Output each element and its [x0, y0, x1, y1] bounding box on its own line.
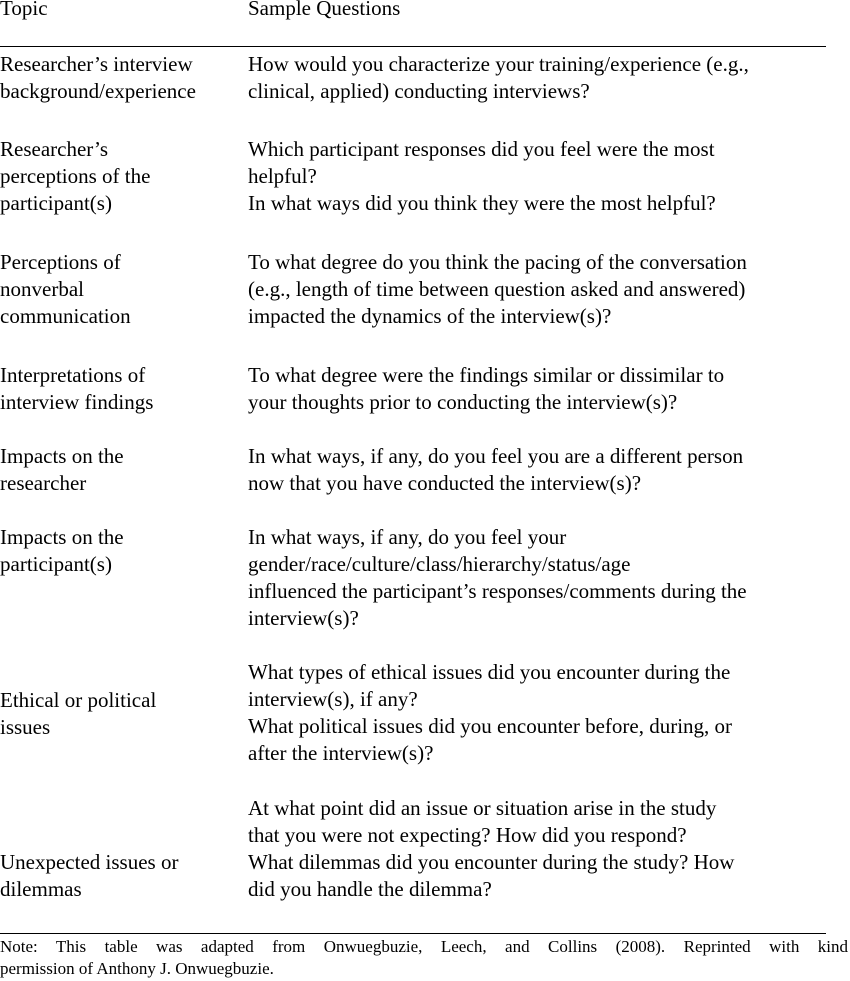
question-line: interview(s)? [248, 606, 359, 630]
topic-line: nonverbal [0, 277, 84, 301]
table-row-1-topic [0, 51, 240, 105]
question-line: (e.g., length of time between question asked and answered) [248, 277, 746, 301]
table-row-3-questions [248, 249, 828, 330]
question-line: influenced the participant’s responses/comments during the [248, 579, 747, 603]
topic-line: Interpretations of [0, 363, 146, 387]
question-line: interview(s), if any? [248, 687, 418, 711]
table-row-7-questions [248, 659, 828, 767]
topic-line: perceptions of the [0, 164, 151, 188]
question-line: In what ways, if any, do you feel you are a different person [248, 444, 744, 468]
question-line: did you handle the dilemma? [248, 877, 492, 901]
question-line: To what degree do you think the pacing of the conversation [248, 250, 747, 274]
table-top-rule [0, 46, 826, 47]
question-line: impacted the dynamics of the interview(s)? [248, 304, 612, 328]
table-row-8-questions [248, 795, 828, 903]
question-line: What types of ethical issues did you encounter during the [248, 660, 731, 684]
topic-line: background/experience [0, 79, 196, 103]
question-line: that you were not expecting? How did you respond? [248, 823, 687, 847]
question-line: To what degree were the findings similar or dissimilar to [248, 363, 725, 387]
table-row-4-topic [0, 362, 240, 416]
question-line: In what ways, if any, do you feel your [248, 525, 567, 549]
table-row-2-questions [248, 136, 828, 217]
topic-line: Ethical or political [0, 688, 157, 712]
table-row-1-questions [248, 51, 828, 105]
topic-line: Researcher’s [0, 137, 109, 161]
table-row-6-topic [0, 524, 240, 578]
topic-line: Impacts on the [0, 525, 124, 549]
topic-line: issues [0, 715, 51, 739]
table-row-3-topic [0, 249, 240, 330]
topic-line: Impacts on the [0, 444, 124, 468]
question-line: your thoughts prior to conducting the interview(s)? [248, 390, 678, 414]
question-line: Which participant responses did you feel were the most [248, 137, 715, 161]
table-row-7-topic [0, 687, 240, 741]
table-row-6-questions [248, 524, 828, 632]
question-line: At what point did an issue or situation arise in the study [248, 796, 717, 820]
question-line: after the interview(s)? [248, 741, 434, 765]
table-row-8-topic [0, 849, 240, 903]
topic-line: Unexpected issues or [0, 850, 179, 874]
topic-line: communication [0, 304, 131, 328]
topic-line: researcher [0, 471, 87, 495]
question-line: helpful? [248, 164, 317, 188]
question-line: What political issues did you encounter before, during, or [248, 714, 733, 738]
table-bottom-rule [0, 933, 826, 934]
note-line-2: permission of Anthony J. Onwuegbuzie. [0, 959, 274, 978]
table-row-5-topic [0, 443, 240, 497]
question-line: In what ways did you think they were the most helpful? [248, 191, 716, 215]
question-line: How would you characterize your training/experience (e.g., [248, 52, 749, 76]
question-line: now that you have conducted the interview(s)? [248, 471, 642, 495]
topic-line: Researcher’s interview [0, 52, 193, 76]
note-line-1: Note: This table was adapted from Onwuegbuzie, Leech, and Collins (2008). Reprinted with kind [0, 937, 848, 956]
question-line: gender/race/culture/class/hierarchy/status/age [248, 552, 631, 576]
question-line: clinical, applied) conducting interviews? [248, 79, 590, 103]
topic-line: dilemmas [0, 877, 82, 901]
topic-line: interview findings [0, 390, 154, 414]
column-header-sample-questions: Sample Questions [248, 0, 401, 20]
column-header-topic: Topic [0, 0, 48, 20]
topic-line: participant(s) [0, 552, 112, 576]
topic-line: Perceptions of [0, 250, 121, 274]
table-row-2-topic [0, 136, 240, 217]
table-row-5-questions [248, 443, 828, 497]
question-line: What dilemmas did you encounter during the study? How [248, 850, 735, 874]
table-note [0, 936, 848, 980]
topic-line: participant(s) [0, 191, 112, 215]
table-row-4-questions [248, 362, 828, 416]
